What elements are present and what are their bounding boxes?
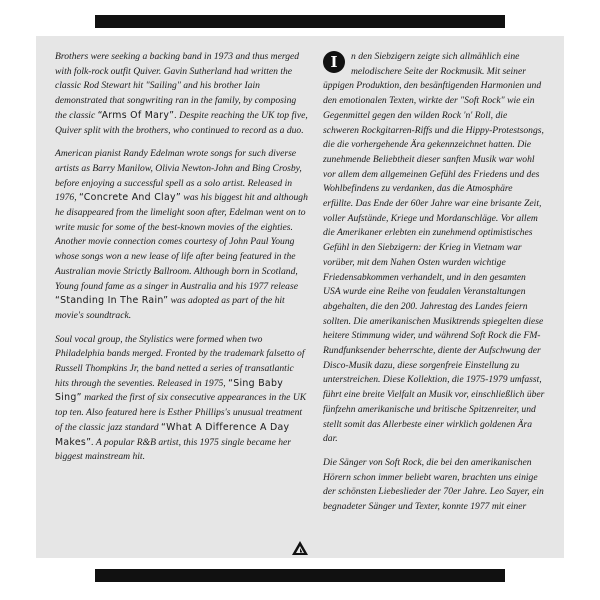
text: Soul vocal group, the Stylistics were formed when two Philadelphia bands merged. Fronted by the trademark falsetto of Russell Thompkins Jr, the band netted a series of transatlantic hits through the seventies. Released in 1975, (55, 333, 305, 389)
booklet-page (36, 36, 564, 558)
song-title-what-a-difference: “What A Difference A Day Makes” (55, 421, 290, 448)
text: n den Siebzigern zeigte sich allmählich eine melodischere Seite der Rockmusik. Mit seiner üppigen Produktion, den besänftigenden Harmonien und den emotionalen Texten, wirkte der "Soft Rock" wie ein Gegenmittel gegen den wilden Rock 'n' Roll, die schweren Rockgitarren-Riffs und die Hippy-Protestsongs, die die vorhergehende Ära gekennzeichnet hatten. Die zunehmende Beliebtheit dieser sanften Musik war wohl vor allem dem allgemeinen Gefühl des Friedens und des Wohlbefindens zu verdanken, das die Atmosphäre erfüllte. Das Ende der 60er Jahre war eine brisante Zeit, voller Aufstände, Kriege und Mordanschläge. Vor allem die Amerikaner erlebten ein zunehmend optimistisches Gefühl in den Siebzigern: der Krieg in Vietnam war vorüber, mit dem Nahen Osten wurden wichtige Friedensabkommen verhandelt, und in den gesamten USA wurde eine Reihe von feudalen Veranstaltungen abgehalten, die den 200. Jahrestag des Landes feiern sollten. Die amerikanischen Musiktrends spiegelten diese heitere Stimmung wider, und während Soft Rock die FM-Rundfunksender beherrschte, diente der Aufschwung der Disco-Musik dazu, diese sorgenfreie Einstellung zu unterstreichen. Diese Kollektion, die 1975-1979 umfasst, führt eine breite Vielfalt an Musik vor, einschließlich über fünfzehn amerikanische und britische Spitzenreiter, und stellt somit das Allerbeste einer wirklich goldenen Ära dar. (323, 51, 545, 445)
bottom-black-bar (95, 569, 505, 582)
text: Die Sänger von Soft Rock, die bei den amerikanischen Hörern schon immer beliebt waren, brachten uns einige der schönsten Liebeslieder der 70er Jahre. Leo Sayer, ein begnadeter Sänger und Texter, konnte 1977 mit einer (323, 456, 544, 513)
song-title-sing-baby-sing: “Sing Baby Sing” (55, 377, 284, 404)
paragraph-intro-de (323, 50, 545, 447)
paragraph-stylistics (55, 333, 310, 465)
triangle-logo-icon (291, 540, 309, 556)
text: was his biggest hit and although he disappeared from the limelight soon after, Edelman went on to write music for some of the best-known movies of the eighties. Another movie connection comes courtesy of John Paul Young whose songs won a new lease of life after being featured in the Australian movie Strictly Ballroom. Although born in Scotland, Young found fame as a singer in Australia and his 1977 release (55, 192, 308, 292)
english-column (55, 50, 310, 474)
text: . A popular R&B artist, this 1975 single became her biggest mainstream hit. (55, 436, 292, 463)
paragraph-quiver (55, 50, 310, 138)
song-title-concrete-and-clay: “Concrete And Clay” (78, 192, 182, 204)
text: was adopted as part of the hit movie's soundtrack. (55, 295, 285, 321)
song-title-standing-in-the-rain: “Standing In The Rain” (55, 295, 169, 307)
text: . Despite reaching the UK top five, Quiver split with the brothers, who continued to record as a duo. (55, 109, 308, 136)
german-column (323, 50, 545, 524)
text: American pianist Randy Edelman wrote songs for such diverse artists as Barry Manilow, Olivia Newton-John and Bing Crosby, before enjoying a successful spell as a solo artist. Released in 1976, (55, 148, 302, 204)
song-title-arms-of-mary: “Arms Of Mary” (97, 109, 175, 121)
paragraph-edelman (55, 147, 310, 323)
text: Brothers were seeking a backing band in 1973 and thus merged with folk-rock outfit Quiver. Gavin Sutherland had written the classic Rod Stewart hit "Sailing" and his brother Iain demonstrated that songwriting ran in the family, by composing the classic (55, 51, 300, 121)
dropcap-circle: I (323, 51, 345, 73)
text: marked the first of six consecutive appearances in the UK top ten. Also featured here is Esther Phillips's unusual treatment of the classic jazz standard (55, 392, 307, 433)
top-black-bar (95, 15, 505, 28)
paragraph-singers-de (323, 456, 545, 515)
